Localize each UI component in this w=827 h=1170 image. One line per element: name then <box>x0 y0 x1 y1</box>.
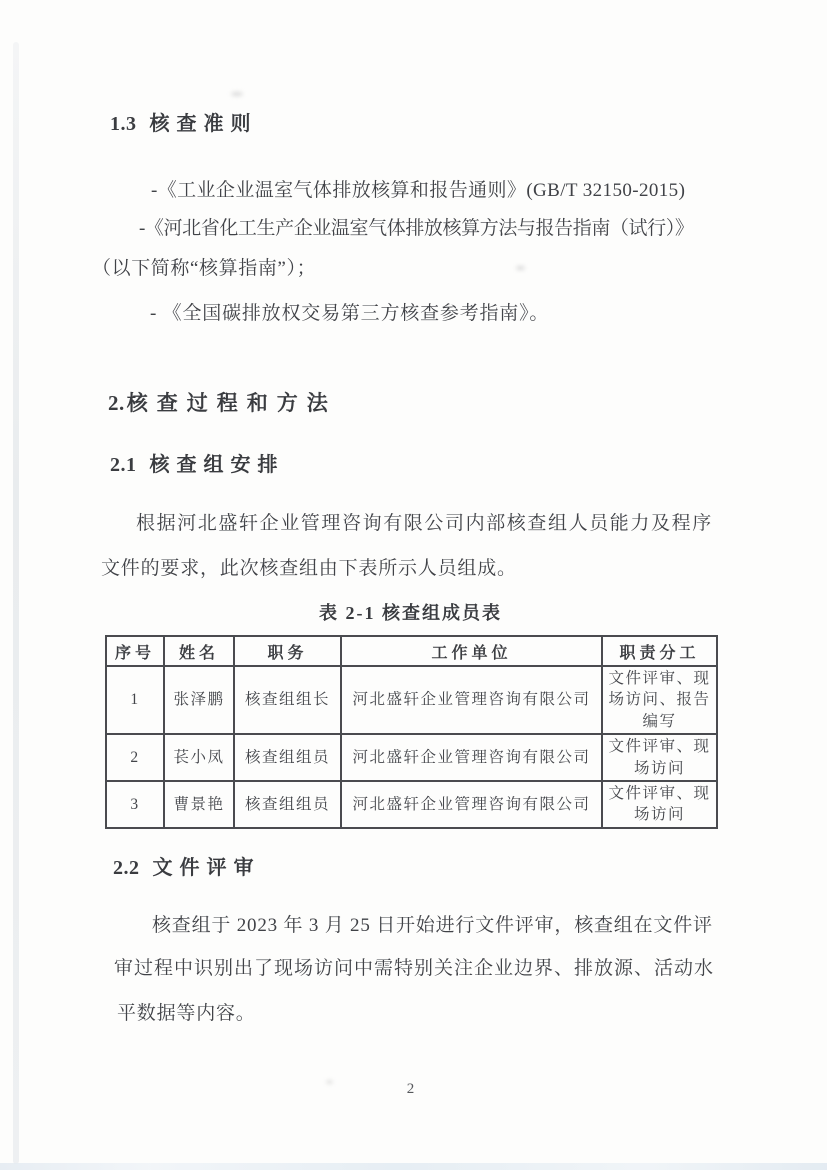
table-cell-role: 核查组组员 <box>234 781 341 828</box>
table-cell-organization: 河北盛轩企业管理咨询有限公司 <box>341 781 602 828</box>
section-2-2-number: 2.2 <box>113 857 140 879</box>
scan-bottom-edge-artifact <box>0 1163 827 1170</box>
section-2-1-number: 2.1 <box>110 454 137 476</box>
table-cell-seq: 2 <box>106 734 164 781</box>
table-row <box>106 734 717 781</box>
section-2-number: 2. <box>108 391 125 415</box>
table-row <box>106 666 717 734</box>
scan-left-edge-artifact <box>13 42 19 1164</box>
table-caption: 表 2-1 核查组成员表 <box>319 603 502 623</box>
section-2-1-heading <box>110 448 285 477</box>
section-2-2-heading <box>113 851 261 880</box>
table-cell-name: 曹景艳 <box>164 781 234 828</box>
section-2-2-paragraph-line-1: 核查组于 2023 年 3 月 25 日开始进行文件评审，核查组在文件评 <box>152 915 713 936</box>
table-cell-role: 核查组组员 <box>234 734 341 781</box>
table-cell-duties: 文件评审、现场访问 <box>602 781 717 828</box>
table-header-cell: 姓名 <box>164 636 234 666</box>
table-cell-role: 核查组组长 <box>234 666 341 734</box>
table-cell-name: 张泽鹏 <box>164 666 234 734</box>
table-header-cell: 职务 <box>234 636 341 666</box>
section-2-2-paragraph-line-3: 平数据等内容。 <box>117 1003 256 1024</box>
table-header-row <box>106 636 717 666</box>
criteria-reference-line-3: （以下简称“核算指南”）； <box>92 258 317 279</box>
criteria-reference-line-1: -《工业企业温室气体排放核算和报告通则》(GB/T 32150-2015) <box>151 180 686 201</box>
table-cell-organization: 河北盛轩企业管理咨询有限公司 <box>341 734 602 781</box>
section-2-2-title: 文件评审 <box>152 857 261 879</box>
table-cell-duties: 文件评审、现场访问、报告编写 <box>602 666 717 734</box>
criteria-reference-line-4: - 《全国碳排放权交易第三方核查参考指南》。 <box>150 303 550 324</box>
table-cell-seq: 1 <box>106 666 164 734</box>
table-header-cell: 序号 <box>106 636 164 666</box>
section-1-3-title: 核查准则 <box>149 113 258 135</box>
table-cell-organization: 河北盛轩企业管理咨询有限公司 <box>341 666 602 734</box>
section-2-heading <box>108 387 337 417</box>
section-2-1-paragraph-line-2: 文件的要求，此次核查组由下表所示人员组成。 <box>101 558 517 579</box>
section-2-title: 核查过程和方法 <box>126 391 337 415</box>
section-2-1-paragraph-line-1: 根据河北盛轩企业管理咨询有限公司内部核查组人员能力及程序 <box>136 513 713 534</box>
scan-smudge <box>516 266 525 270</box>
section-1-3-heading <box>110 107 258 136</box>
table-cell-name: 苌小凤 <box>164 734 234 781</box>
table-header-cell: 职责分工 <box>602 636 717 666</box>
section-1-3-number: 1.3 <box>110 113 137 135</box>
section-2-2-paragraph-line-2: 审过程中识别出了现场访问中需特别关注企业边界、排放源、活动水 <box>114 958 715 979</box>
scan-smudge <box>231 92 243 96</box>
verification-team-table <box>105 635 718 829</box>
table-row <box>106 781 717 828</box>
table-cell-seq: 3 <box>106 781 164 828</box>
page-number: 2 <box>406 1081 415 1097</box>
criteria-reference-line-2: -《河北省化工生产企业温室气体排放核算方法与报告指南（试行）》 <box>139 218 694 239</box>
section-2-1-title: 核查组安排 <box>149 454 285 476</box>
table-cell-duties: 文件评审、现场访问 <box>602 734 717 781</box>
table-header-cell: 工作单位 <box>341 636 602 666</box>
